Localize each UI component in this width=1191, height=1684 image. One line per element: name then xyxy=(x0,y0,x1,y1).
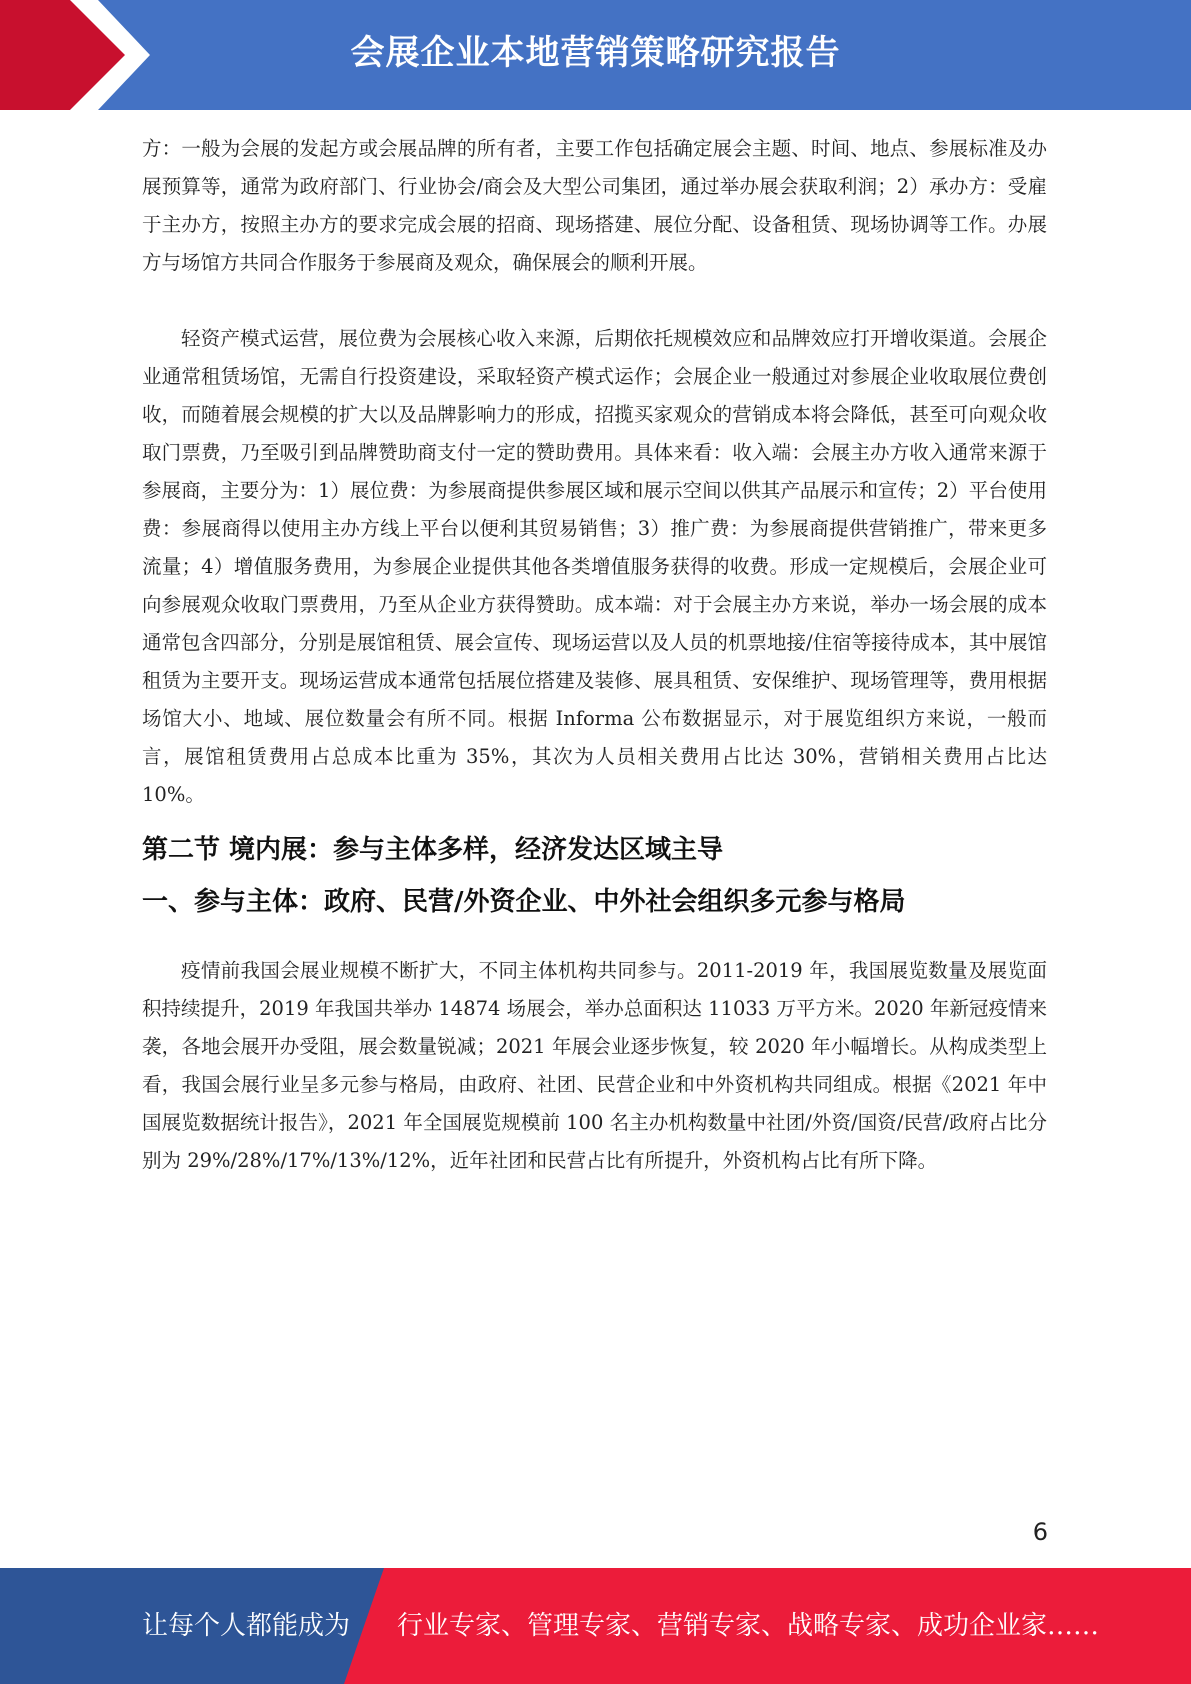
page-number: 6 xyxy=(1032,1518,1048,1546)
paragraph-organizers: 方：一般为会展的发起方或会展品牌的所有者，主要工作包括确定展会主题、时间、地点、参展标准及办展预算等，通常为政府部门、行业协会/商会及大型公司集团，通过举办展会获取利润；2）承办方：受雇于主办方，按照主办方的要求完成会展的招商、现场搭建、展位分配、设备租赁、现场协调等工作。办展方与场馆方共同合作服务于参展商及观众，确保展会的顺利开展。 xyxy=(142,137,1047,274)
sub-heading: 一、参与主体：政府、民营/外资企业、中外社会组织多元参与格局 xyxy=(142,887,906,917)
page-content xyxy=(142,130,1047,1180)
page-footer xyxy=(0,1568,1191,1684)
page-header xyxy=(0,0,1191,110)
footer-slogan-right: 行业专家、管理专家、营销专家、战略专家、成功企业家…… xyxy=(397,1611,1100,1641)
report-title: 会展企业本地营销策略研究报告 xyxy=(350,33,841,73)
paragraph-business-model: 轻资产模式运营，展位费为会展核心收入来源，后期依托规模效应和品牌效应打开增收渠道。会展企业通常租赁场馆，无需自行投资建设，采取轻资产模式运作；会展企业一般通过对参展企业收取展位费创收，而随着展会规模的扩大以及品牌影响力的形成，招揽买家观众的营销成本将会降低，甚至可向观众收取门票费，乃至吸引到品牌赞助商支付一定的赞助费用。具体来看：收入端：会展主办方收入通常来源于参展商，主要分为：1）展位费：为参展商提供参展区域和展示空间以供其产品展示和宣传；2）平台使用费：参展商得以使用主办方线上平台以便利其贸易销售；3）推广费：为参展商提供营销推广，带来更多流量；4）增值服务费用，为参展企业提供其他各类增值服务获得的收费。形成一定规模后，会展企业可向参展观众收取门票费用，乃至从企业方获得赞助。成本端：对于会展主办方来说，举办一场会展的成本通常包含四部分，分别是展馆租赁、展会宣传、现场运营以及人员的机票地接/住宿等接待成本，其中展馆租赁为主要开支。现场运营成本通常包括展位搭建及装修、展具租赁、安保维护、现场管理等，费用根据场馆大小、地域、展位数量会有所不同。根据 Informa 公布数据显示，对于展览组织方来说，一般而言，展馆租赁费用占总成本比重为 35%，其次为人员相关费用占比达 30%，营销相关费用占比达 10%。 xyxy=(142,327,1047,806)
footer-slogan-left: 让每个人都能成为 xyxy=(142,1611,351,1641)
paragraph-participants: 疫情前我国会展业规模不断扩大，不同主体机构共同参与。2011-2019 年，我国展览数量及展览面积持续提升，2019 年我国共举办 14874 场展会，举办总面积达 11033 万平方米。2020 年新冠疫情来袭，各地会展开办受阻，展会数量锐减；2021 年展会业逐步恢复，较 2020 年小幅增长。从构成类型上看，我国会展行业呈多元参与格局，由政府、社团、民营企业和中外资机构共同组成。根据《2021 年中国展览数据统计报告》，2021 年全国展览规模前 100 名主办机构数量中社团/外资/国资/民营/政府占比分别为 29%/28%/17%/13%/12%，近年社团和民营占比有所提升，外资机构占比有所下降。 xyxy=(142,959,1047,1172)
section-heading: 第二节 境内展：参与主体多样，经济发达区域主导 xyxy=(142,835,724,865)
